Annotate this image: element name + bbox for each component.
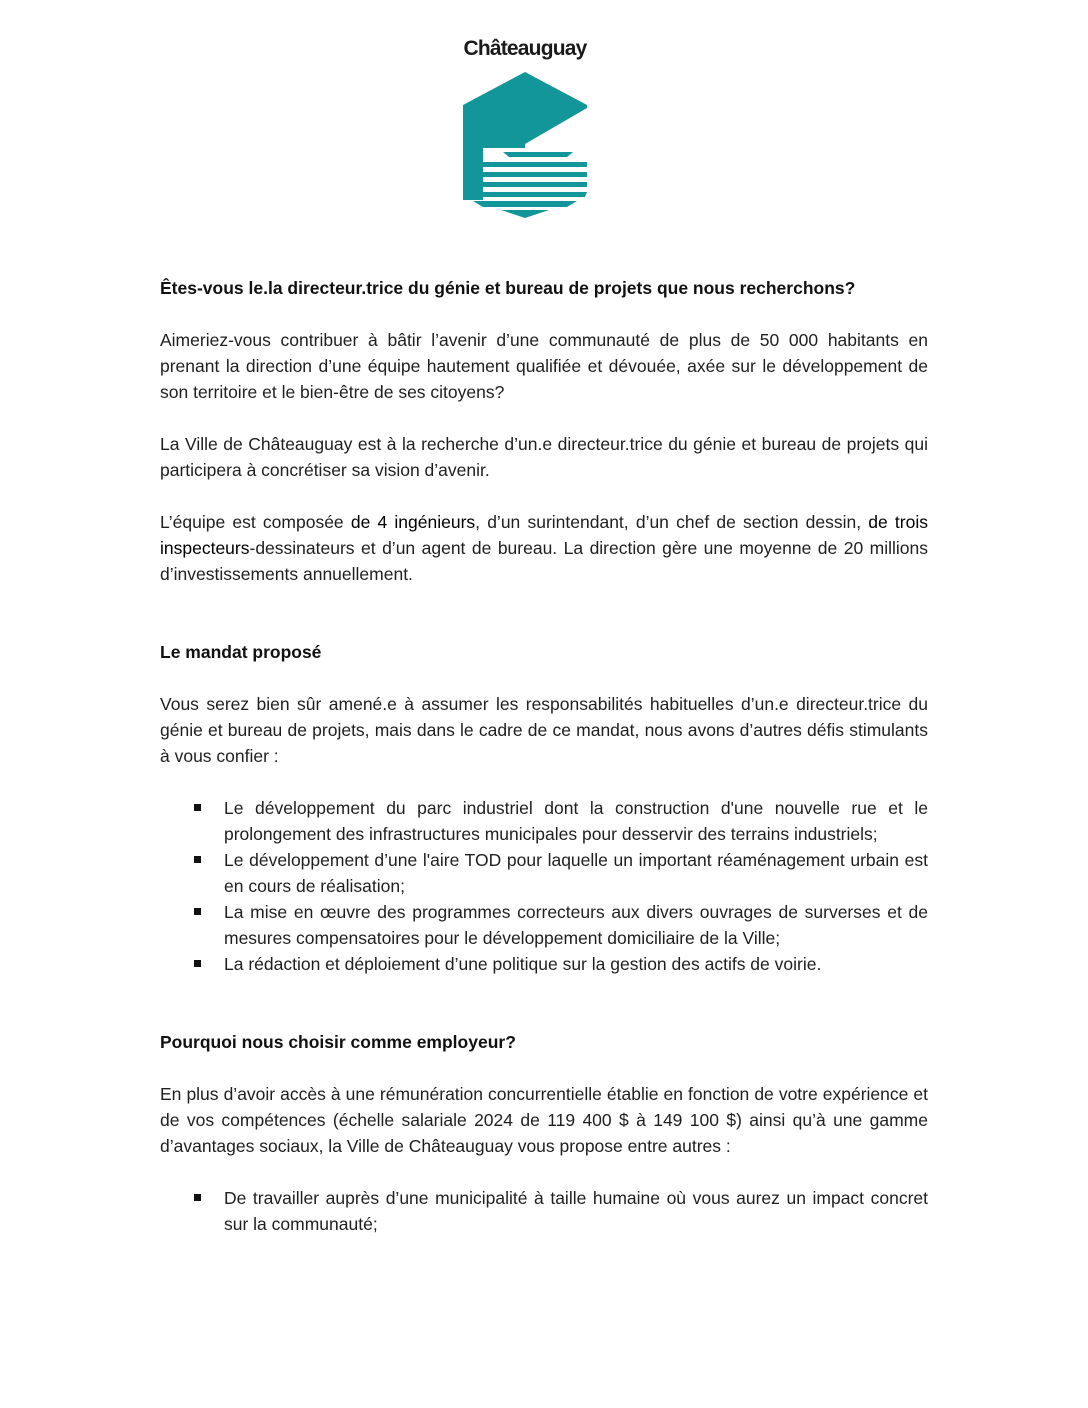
list-item: De travailler auprès d’une municipalité à taille humaine où vous aurez un impact concret sur la communauté;	[224, 1185, 928, 1237]
intro-paragraph: Aimeriez-vous contribuer à bâtir l’avenir d’une communauté de plus de 50 000 habitants en prenant la direction d’une équipe hautement qualifiée et dévouée, axée sur le développement de son territoire et le bien-être de ses citoyens?	[160, 330, 928, 402]
heading-mandat: Le mandat proposé	[160, 642, 322, 662]
heading-employer: Pourquoi nous choisir comme employeur?	[160, 1032, 516, 1052]
mandat-paragraph: Vous serez bien sûr amené.e à assumer les responsabilités habituelles d’un.e directeur.trice du génie et bureau de projets, mais dans le cadre de ce mandat, nous avons d’autres défis stimulants à vous confier :	[160, 694, 928, 766]
employer-list	[160, 1185, 928, 1237]
mandat-list	[160, 795, 928, 977]
logo-wordmark: Châteauguay	[463, 37, 587, 60]
team-text-1: L’équipe est composée	[160, 512, 351, 532]
list-item: La rédaction et déploiement d’une politique sur la gestion des actifs de voirie.	[224, 951, 928, 977]
team-paragraph	[160, 509, 928, 587]
heading-question: Êtes-vous le.la directeur.trice du génie et bureau de projets que nous recherchons?	[160, 278, 856, 298]
logo	[455, 36, 595, 226]
document-body	[160, 275, 928, 1237]
list-item: Le développement d’une l'aire TOD pour laquelle un important réaménagement urbain est en cours de réalisation;	[224, 847, 928, 899]
list-item: La mise en œuvre des programmes correcteurs aux divers ouvrages de surverses et de mesures compensatoires pour le développement domiciliaire de la Ville;	[224, 899, 928, 951]
chateauguay-hexagon-logo-icon	[463, 72, 587, 218]
search-paragraph: La Ville de Châteauguay est à la recherche d’un.e directeur.trice du génie et bureau de projets qui participera à concrétiser sa vision d’avenir.	[160, 434, 928, 480]
team-engineers: de 4 ingénieurs	[350, 512, 476, 532]
team-inspectors: de trois inspecteurs	[160, 512, 928, 558]
team-text-2: , d’un surintendant, d’un chef de section dessin,	[475, 512, 869, 532]
list-item: Le développement du parc industriel dont la construction d'une nouvelle rue et le prolongement des infrastructures municipales pour desservir des terrains industriels;	[224, 795, 928, 847]
employer-paragraph: En plus d’avoir accès à une rémunération concurrentielle établie en fonction de votre expérience et de vos compétences (échelle salariale 2024 de 119 400 $ à 149 100 $) ainsi qu’à une gamme d’avantages sociaux, la Ville de Châteauguay vous propose entre autres :	[160, 1084, 928, 1156]
team-text-3: -dessinateurs et d’un agent de bureau. La direction gère une moyenne de 20 millions d’investissements annuellement.	[160, 538, 928, 584]
